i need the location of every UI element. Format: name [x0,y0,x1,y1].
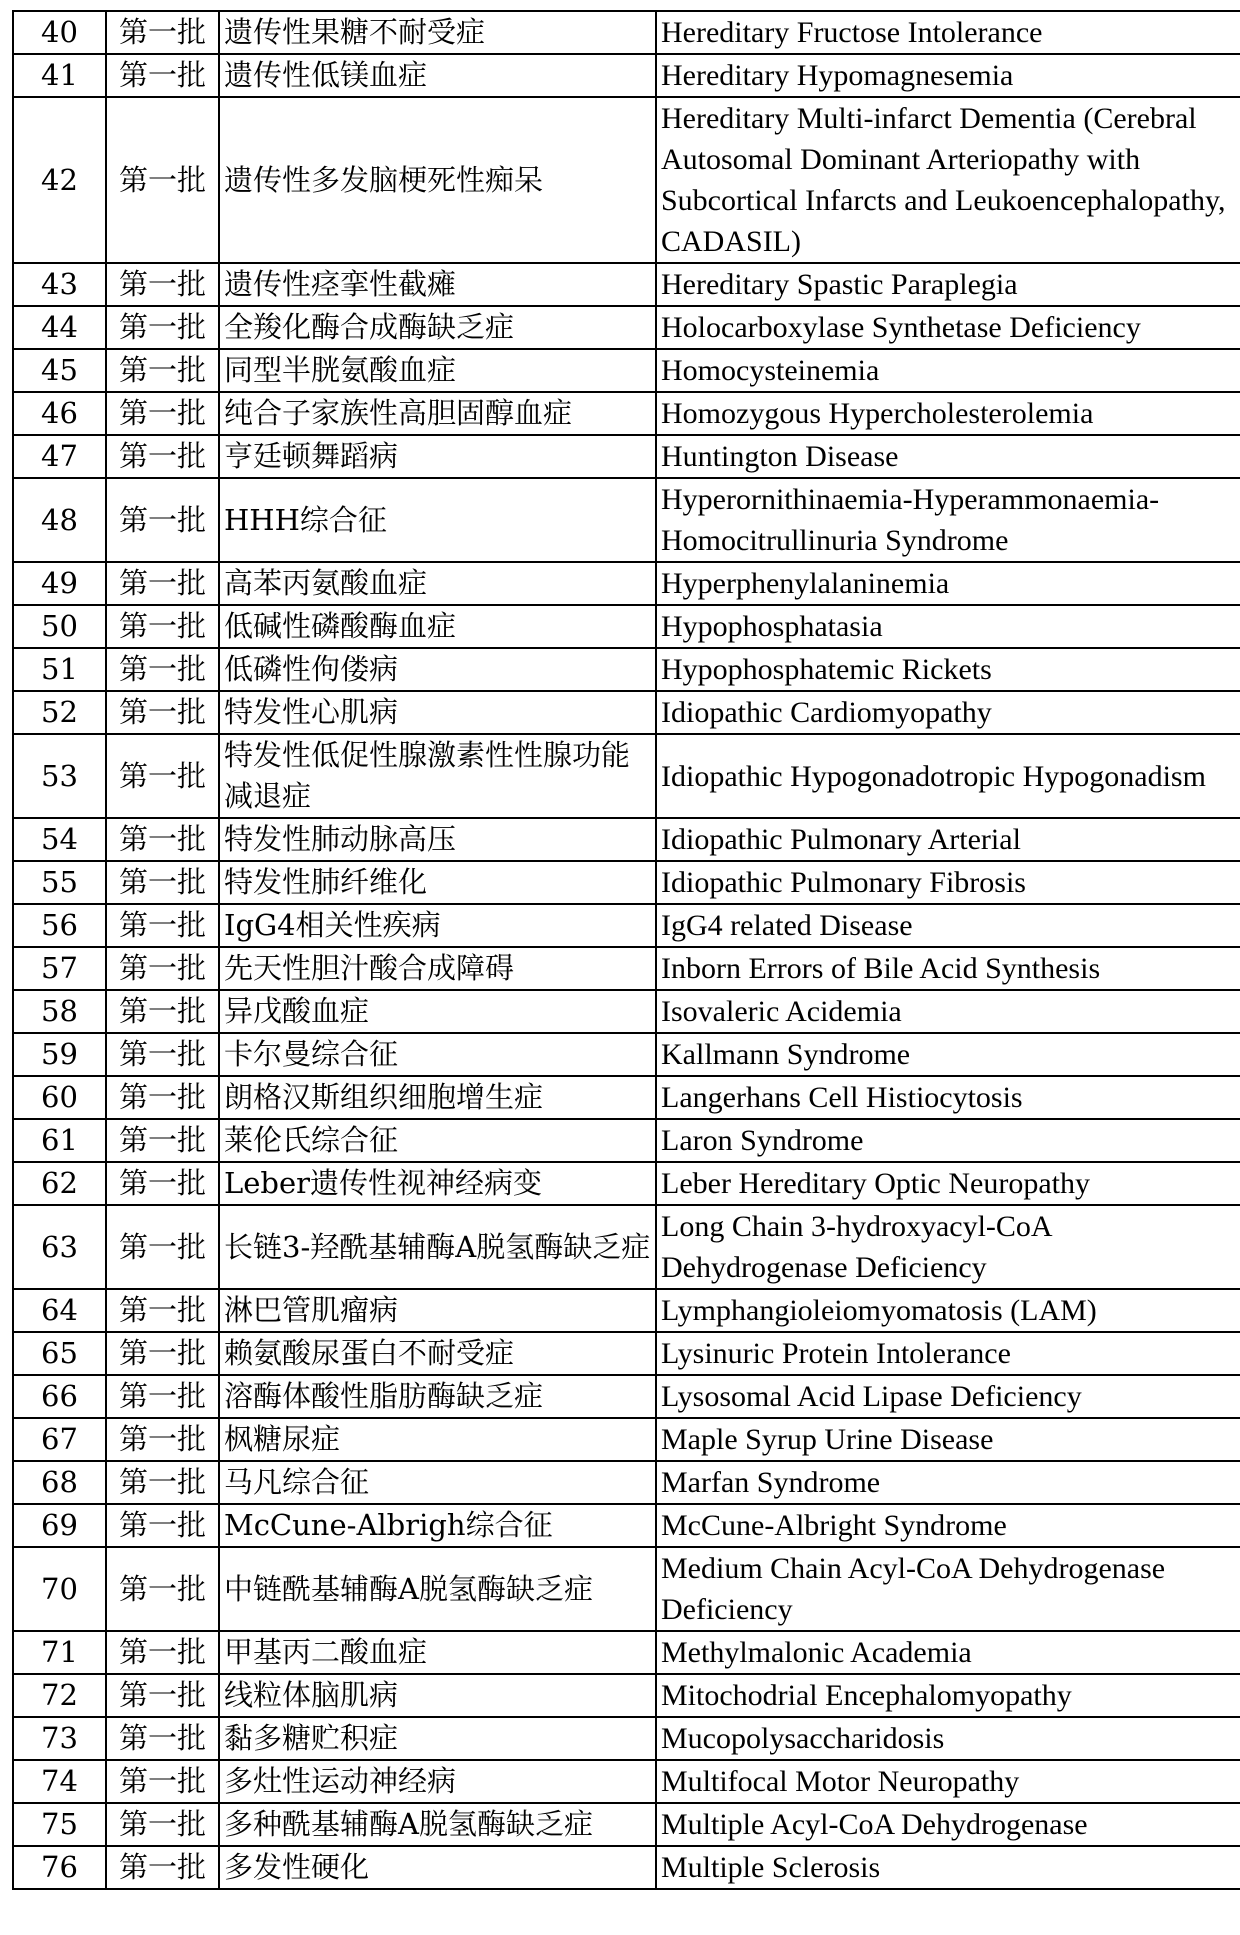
table-row [13,1803,1240,1846]
batch-label: 第一批 [106,648,219,691]
row-number: 56 [13,904,106,947]
english-name: Idiopathic Pulmonary Fibrosis [656,861,1240,904]
table-row [13,947,1240,990]
batch-label: 第一批 [106,1547,219,1631]
batch-label: 第一批 [106,1717,219,1760]
batch-label: 第一批 [106,392,219,435]
row-number: 72 [13,1674,106,1717]
row-number: 53 [13,734,106,818]
row-number: 41 [13,54,106,97]
chinese-name: 亨廷顿舞蹈病 [219,435,656,478]
row-number: 57 [13,947,106,990]
chinese-name: 多发性硬化 [219,1846,656,1889]
chinese-name: 卡尔曼综合征 [219,1033,656,1076]
table-row [13,1289,1240,1332]
table-row [13,1547,1240,1631]
chinese-name: 异戊酸血症 [219,990,656,1033]
row-number: 67 [13,1418,106,1461]
row-number: 43 [13,263,106,306]
batch-label: 第一批 [106,1162,219,1205]
english-name: Lymphangioleiomyomatosis (LAM) [656,1289,1240,1332]
chinese-name: 纯合子家族性高胆固醇血症 [219,392,656,435]
chinese-name: 枫糖尿症 [219,1418,656,1461]
batch-label: 第一批 [106,11,219,54]
table-row [13,1846,1240,1889]
row-number: 65 [13,1332,106,1375]
row-number: 73 [13,1717,106,1760]
table-row [13,1162,1240,1205]
chinese-name: 先天性胆汁酸合成障碍 [219,947,656,990]
table-row [13,349,1240,392]
table-row [13,1119,1240,1162]
batch-label: 第一批 [106,435,219,478]
english-name: Mitochodrial Encephalomyopathy [656,1674,1240,1717]
chinese-name: 黏多糖贮积症 [219,1717,656,1760]
table-row [13,691,1240,734]
chinese-name: 特发性肺纤维化 [219,861,656,904]
table-row [13,263,1240,306]
table-row [13,648,1240,691]
chinese-name: 长链3-羟酰基辅酶A脱氢酶缺乏症 [219,1205,656,1289]
batch-label: 第一批 [106,478,219,562]
table-row [13,1461,1240,1504]
chinese-name: HHH综合征 [219,478,656,562]
chinese-name: 遗传性多发脑梗死性痴呆 [219,97,656,263]
english-name: Langerhans Cell Histiocytosis [656,1076,1240,1119]
batch-label: 第一批 [106,1076,219,1119]
chinese-name: 淋巴管肌瘤病 [219,1289,656,1332]
batch-label: 第一批 [106,1803,219,1846]
english-name: Kallmann Syndrome [656,1033,1240,1076]
row-number: 62 [13,1162,106,1205]
english-name: Methylmalonic Academia [656,1631,1240,1674]
english-name: Marfan Syndrome [656,1461,1240,1504]
batch-label: 第一批 [106,1418,219,1461]
batch-label: 第一批 [106,1033,219,1076]
english-name: Hereditary Hypomagnesemia [656,54,1240,97]
chinese-name: 马凡综合征 [219,1461,656,1504]
batch-label: 第一批 [106,861,219,904]
table-row [13,1504,1240,1547]
chinese-name: 遗传性果糖不耐受症 [219,11,656,54]
table-row [13,1033,1240,1076]
english-name: Multiple Acyl-CoA Dehydrogenase [656,1803,1240,1846]
row-number: 68 [13,1461,106,1504]
english-name: McCune-Albright Syndrome [656,1504,1240,1547]
english-name: Hyperornithinaemia-Hyperammonaemia-Homocitrullinuria Syndrome [656,478,1240,562]
chinese-name: 多种酰基辅酶A脱氢酶缺乏症 [219,1803,656,1846]
batch-label: 第一批 [106,1631,219,1674]
row-number: 59 [13,1033,106,1076]
batch-label: 第一批 [106,1760,219,1803]
batch-label: 第一批 [106,349,219,392]
row-number: 54 [13,818,106,861]
chinese-name: 同型半胱氨酸血症 [219,349,656,392]
table-row [13,818,1240,861]
chinese-name: 高苯丙氨酸血症 [219,562,656,605]
english-name: Leber Hereditary Optic Neuropathy [656,1162,1240,1205]
batch-label: 第一批 [106,1504,219,1547]
table-row [13,306,1240,349]
english-name: Laron Syndrome [656,1119,1240,1162]
batch-label: 第一批 [106,1205,219,1289]
row-number: 70 [13,1547,106,1631]
table-row [13,1631,1240,1674]
table-row [13,1418,1240,1461]
batch-label: 第一批 [106,691,219,734]
english-name: IgG4 related Disease [656,904,1240,947]
english-name: Homozygous Hypercholesterolemia [656,392,1240,435]
english-name: Hereditary Spastic Paraplegia [656,263,1240,306]
english-name: Mucopolysaccharidosis [656,1717,1240,1760]
english-name: Multiple Sclerosis [656,1846,1240,1889]
chinese-name: 低碱性磷酸酶血症 [219,605,656,648]
row-number: 63 [13,1205,106,1289]
rare-disease-table [12,10,1240,1890]
table-row [13,11,1240,54]
row-number: 64 [13,1289,106,1332]
chinese-name: IgG4相关性疾病 [219,904,656,947]
english-name: Lysosomal Acid Lipase Deficiency [656,1375,1240,1418]
row-number: 49 [13,562,106,605]
batch-label: 第一批 [106,605,219,648]
row-number: 58 [13,990,106,1033]
chinese-name: 特发性心肌病 [219,691,656,734]
table-body [13,11,1240,1889]
row-number: 51 [13,648,106,691]
chinese-name: 朗格汉斯组织细胞增生症 [219,1076,656,1119]
english-name: Hereditary Multi-infarct Dementia (Cerebral Autosomal Dominant Arteriopathy with Subcortical Infarcts and Leukoencephalopathy, CADASIL) [656,97,1240,263]
chinese-name: 赖氨酸尿蛋白不耐受症 [219,1332,656,1375]
table-row [13,1760,1240,1803]
table-row [13,734,1240,818]
english-name: Idiopathic Pulmonary Arterial [656,818,1240,861]
table-row [13,1205,1240,1289]
batch-label: 第一批 [106,1375,219,1418]
row-number: 40 [13,11,106,54]
batch-label: 第一批 [106,990,219,1033]
english-name: Hypophosphatemic Rickets [656,648,1240,691]
table-row [13,990,1240,1033]
batch-label: 第一批 [106,1119,219,1162]
table-row [13,904,1240,947]
english-name: Medium Chain Acyl-CoA Dehydrogenase Deficiency [656,1547,1240,1631]
english-name: Multifocal Motor Neuropathy [656,1760,1240,1803]
english-name: Maple Syrup Urine Disease [656,1418,1240,1461]
chinese-name: 遗传性低镁血症 [219,54,656,97]
row-number: 55 [13,861,106,904]
chinese-name: 莱伦氏综合征 [219,1119,656,1162]
batch-label: 第一批 [106,54,219,97]
chinese-name: 特发性低促性腺激素性性腺功能减退症 [219,734,656,818]
table-row [13,1332,1240,1375]
batch-label: 第一批 [106,97,219,263]
batch-label: 第一批 [106,306,219,349]
batch-label: 第一批 [106,1289,219,1332]
chinese-name: 全羧化酶合成酶缺乏症 [219,306,656,349]
chinese-name: 多灶性运动神经病 [219,1760,656,1803]
batch-label: 第一批 [106,818,219,861]
row-number: 52 [13,691,106,734]
english-name: Huntington Disease [656,435,1240,478]
row-number: 75 [13,1803,106,1846]
row-number: 48 [13,478,106,562]
english-name: Holocarboxylase Synthetase Deficiency [656,306,1240,349]
row-number: 45 [13,349,106,392]
batch-label: 第一批 [106,1332,219,1375]
english-name: Long Chain 3-hydroxyacyl-CoA Dehydrogenase Deficiency [656,1205,1240,1289]
table-row [13,861,1240,904]
batch-label: 第一批 [106,562,219,605]
row-number: 60 [13,1076,106,1119]
table-row [13,562,1240,605]
chinese-name: McCune-Albrigh综合征 [219,1504,656,1547]
table-row [13,392,1240,435]
chinese-name: Leber遗传性视神经病变 [219,1162,656,1205]
english-name: Hereditary Fructose Intolerance [656,11,1240,54]
table-row [13,1375,1240,1418]
row-number: 61 [13,1119,106,1162]
english-name: Lysinuric Protein Intolerance [656,1332,1240,1375]
row-number: 42 [13,97,106,263]
chinese-name: 低磷性佝偻病 [219,648,656,691]
batch-label: 第一批 [106,947,219,990]
english-name: Idiopathic Cardiomyopathy [656,691,1240,734]
row-number: 71 [13,1631,106,1674]
row-number: 66 [13,1375,106,1418]
batch-label: 第一批 [106,904,219,947]
batch-label: 第一批 [106,1674,219,1717]
table-row [13,605,1240,648]
row-number: 47 [13,435,106,478]
row-number: 44 [13,306,106,349]
batch-label: 第一批 [106,734,219,818]
english-name: Isovaleric Acidemia [656,990,1240,1033]
table-row [13,54,1240,97]
english-name: Hyperphenylalaninemia [656,562,1240,605]
table-row [13,435,1240,478]
english-name: Homocysteinemia [656,349,1240,392]
table-row [13,1674,1240,1717]
batch-label: 第一批 [106,263,219,306]
table-row [13,97,1240,263]
row-number: 69 [13,1504,106,1547]
row-number: 46 [13,392,106,435]
table-row [13,478,1240,562]
chinese-name: 线粒体脑肌病 [219,1674,656,1717]
table-row [13,1076,1240,1119]
row-number: 50 [13,605,106,648]
english-name: Idiopathic Hypogonadotropic Hypogonadism [656,734,1240,818]
row-number: 76 [13,1846,106,1889]
chinese-name: 溶酶体酸性脂肪酶缺乏症 [219,1375,656,1418]
english-name: Hypophosphatasia [656,605,1240,648]
row-number: 74 [13,1760,106,1803]
english-name: Inborn Errors of Bile Acid Synthesis [656,947,1240,990]
chinese-name: 特发性肺动脉高压 [219,818,656,861]
table-row [13,1717,1240,1760]
chinese-name: 甲基丙二酸血症 [219,1631,656,1674]
chinese-name: 遗传性痉挛性截瘫 [219,263,656,306]
batch-label: 第一批 [106,1846,219,1889]
chinese-name: 中链酰基辅酶A脱氢酶缺乏症 [219,1547,656,1631]
batch-label: 第一批 [106,1461,219,1504]
